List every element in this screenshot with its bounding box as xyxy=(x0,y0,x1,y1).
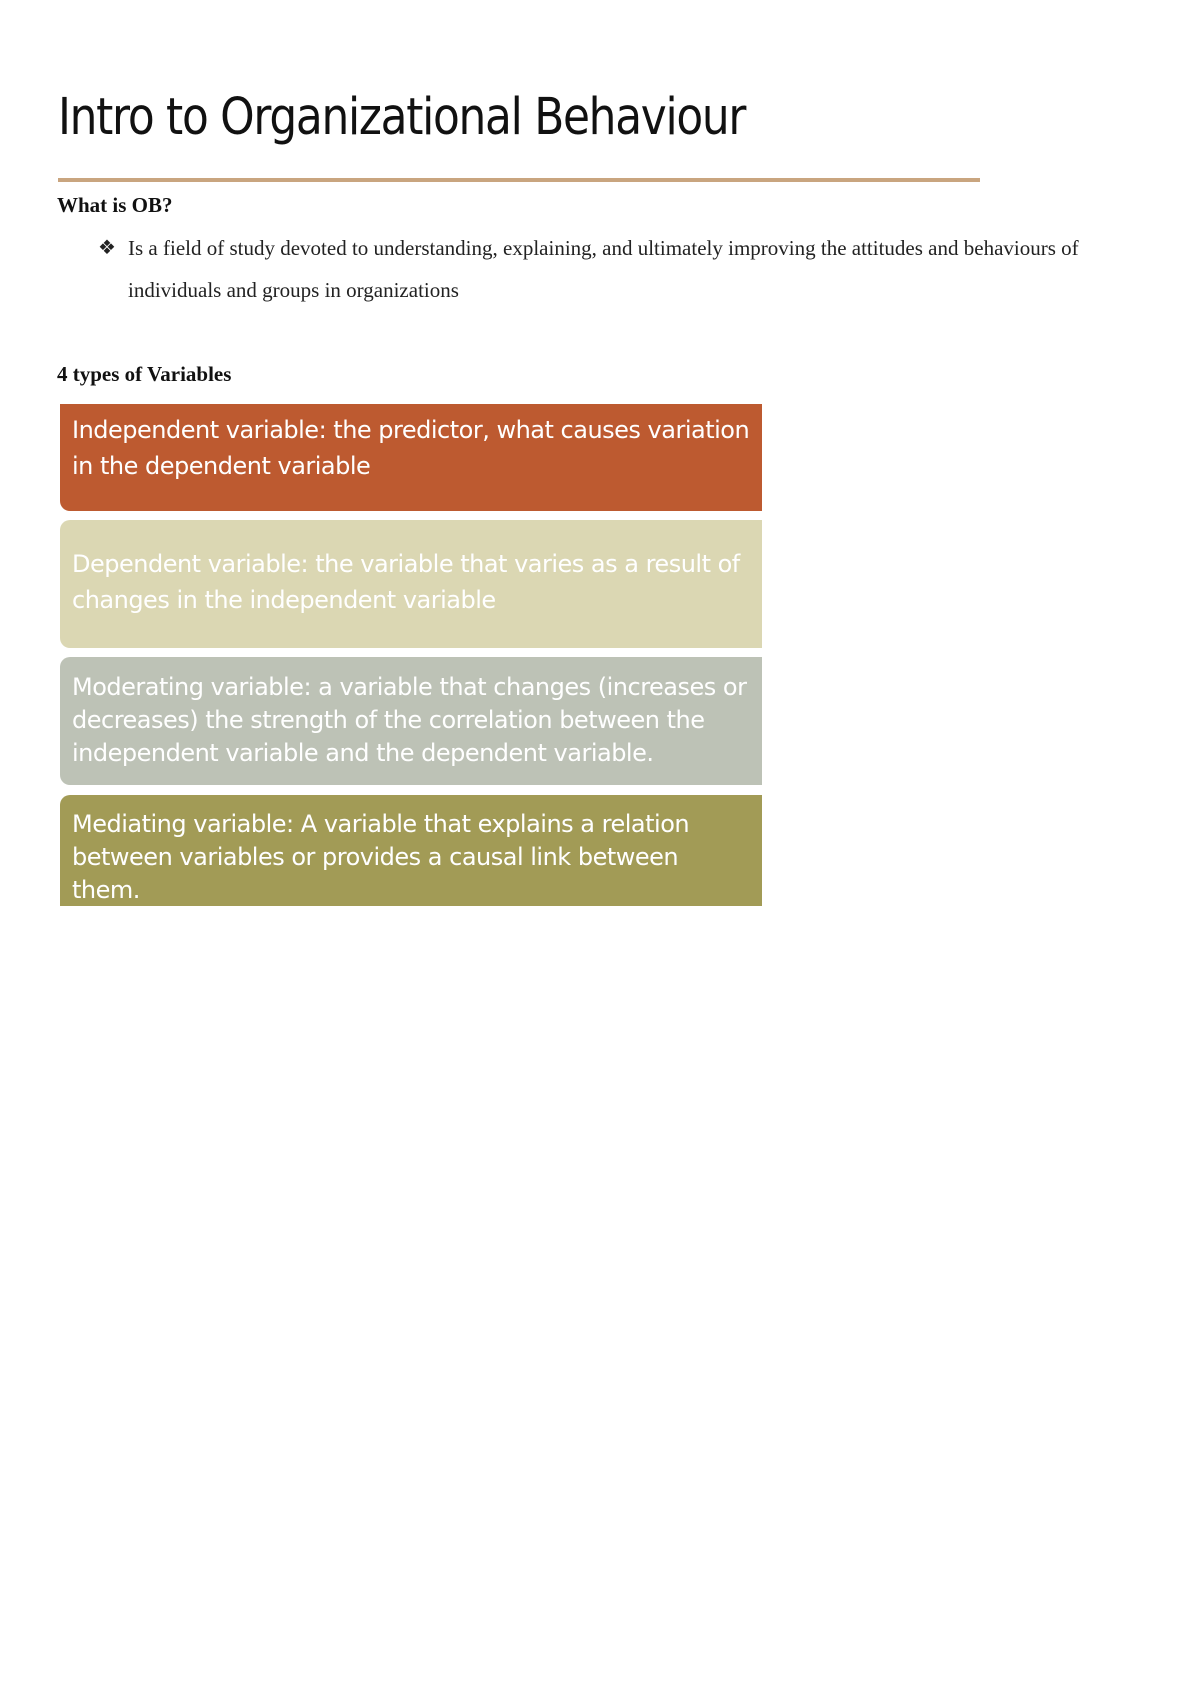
variable-box-mediating: Mediating variable: A variable that explains a relation between variables or provides a causal link between them. xyxy=(60,795,762,906)
variable-box-dependent: Dependent variable: the variable that varies as a result of changes in the independent variable xyxy=(60,520,762,648)
four-diamond-bullet-icon: ❖ xyxy=(98,237,116,259)
section-heading-variables: 4 types of Variables xyxy=(57,362,232,386)
definition-bullet xyxy=(98,232,1118,311)
variable-box-moderating: Moderating variable: a variable that changes (increases or decreases) the strength of the correlation between the independent variable and the dependent variable. xyxy=(60,657,762,785)
definition-text: Is a field of study devoted to understanding, explaining, and ultimately improving the attitudes and behaviours of individuals and groups in organizations xyxy=(128,236,1079,302)
variable-box-independent: Independent variable: the predictor, what causes variation in the dependent variable xyxy=(60,404,762,511)
page-title: Intro to Organizational Behaviour xyxy=(58,88,746,147)
title-divider xyxy=(58,178,980,182)
section-heading-what-is-ob: What is OB? xyxy=(57,193,173,217)
